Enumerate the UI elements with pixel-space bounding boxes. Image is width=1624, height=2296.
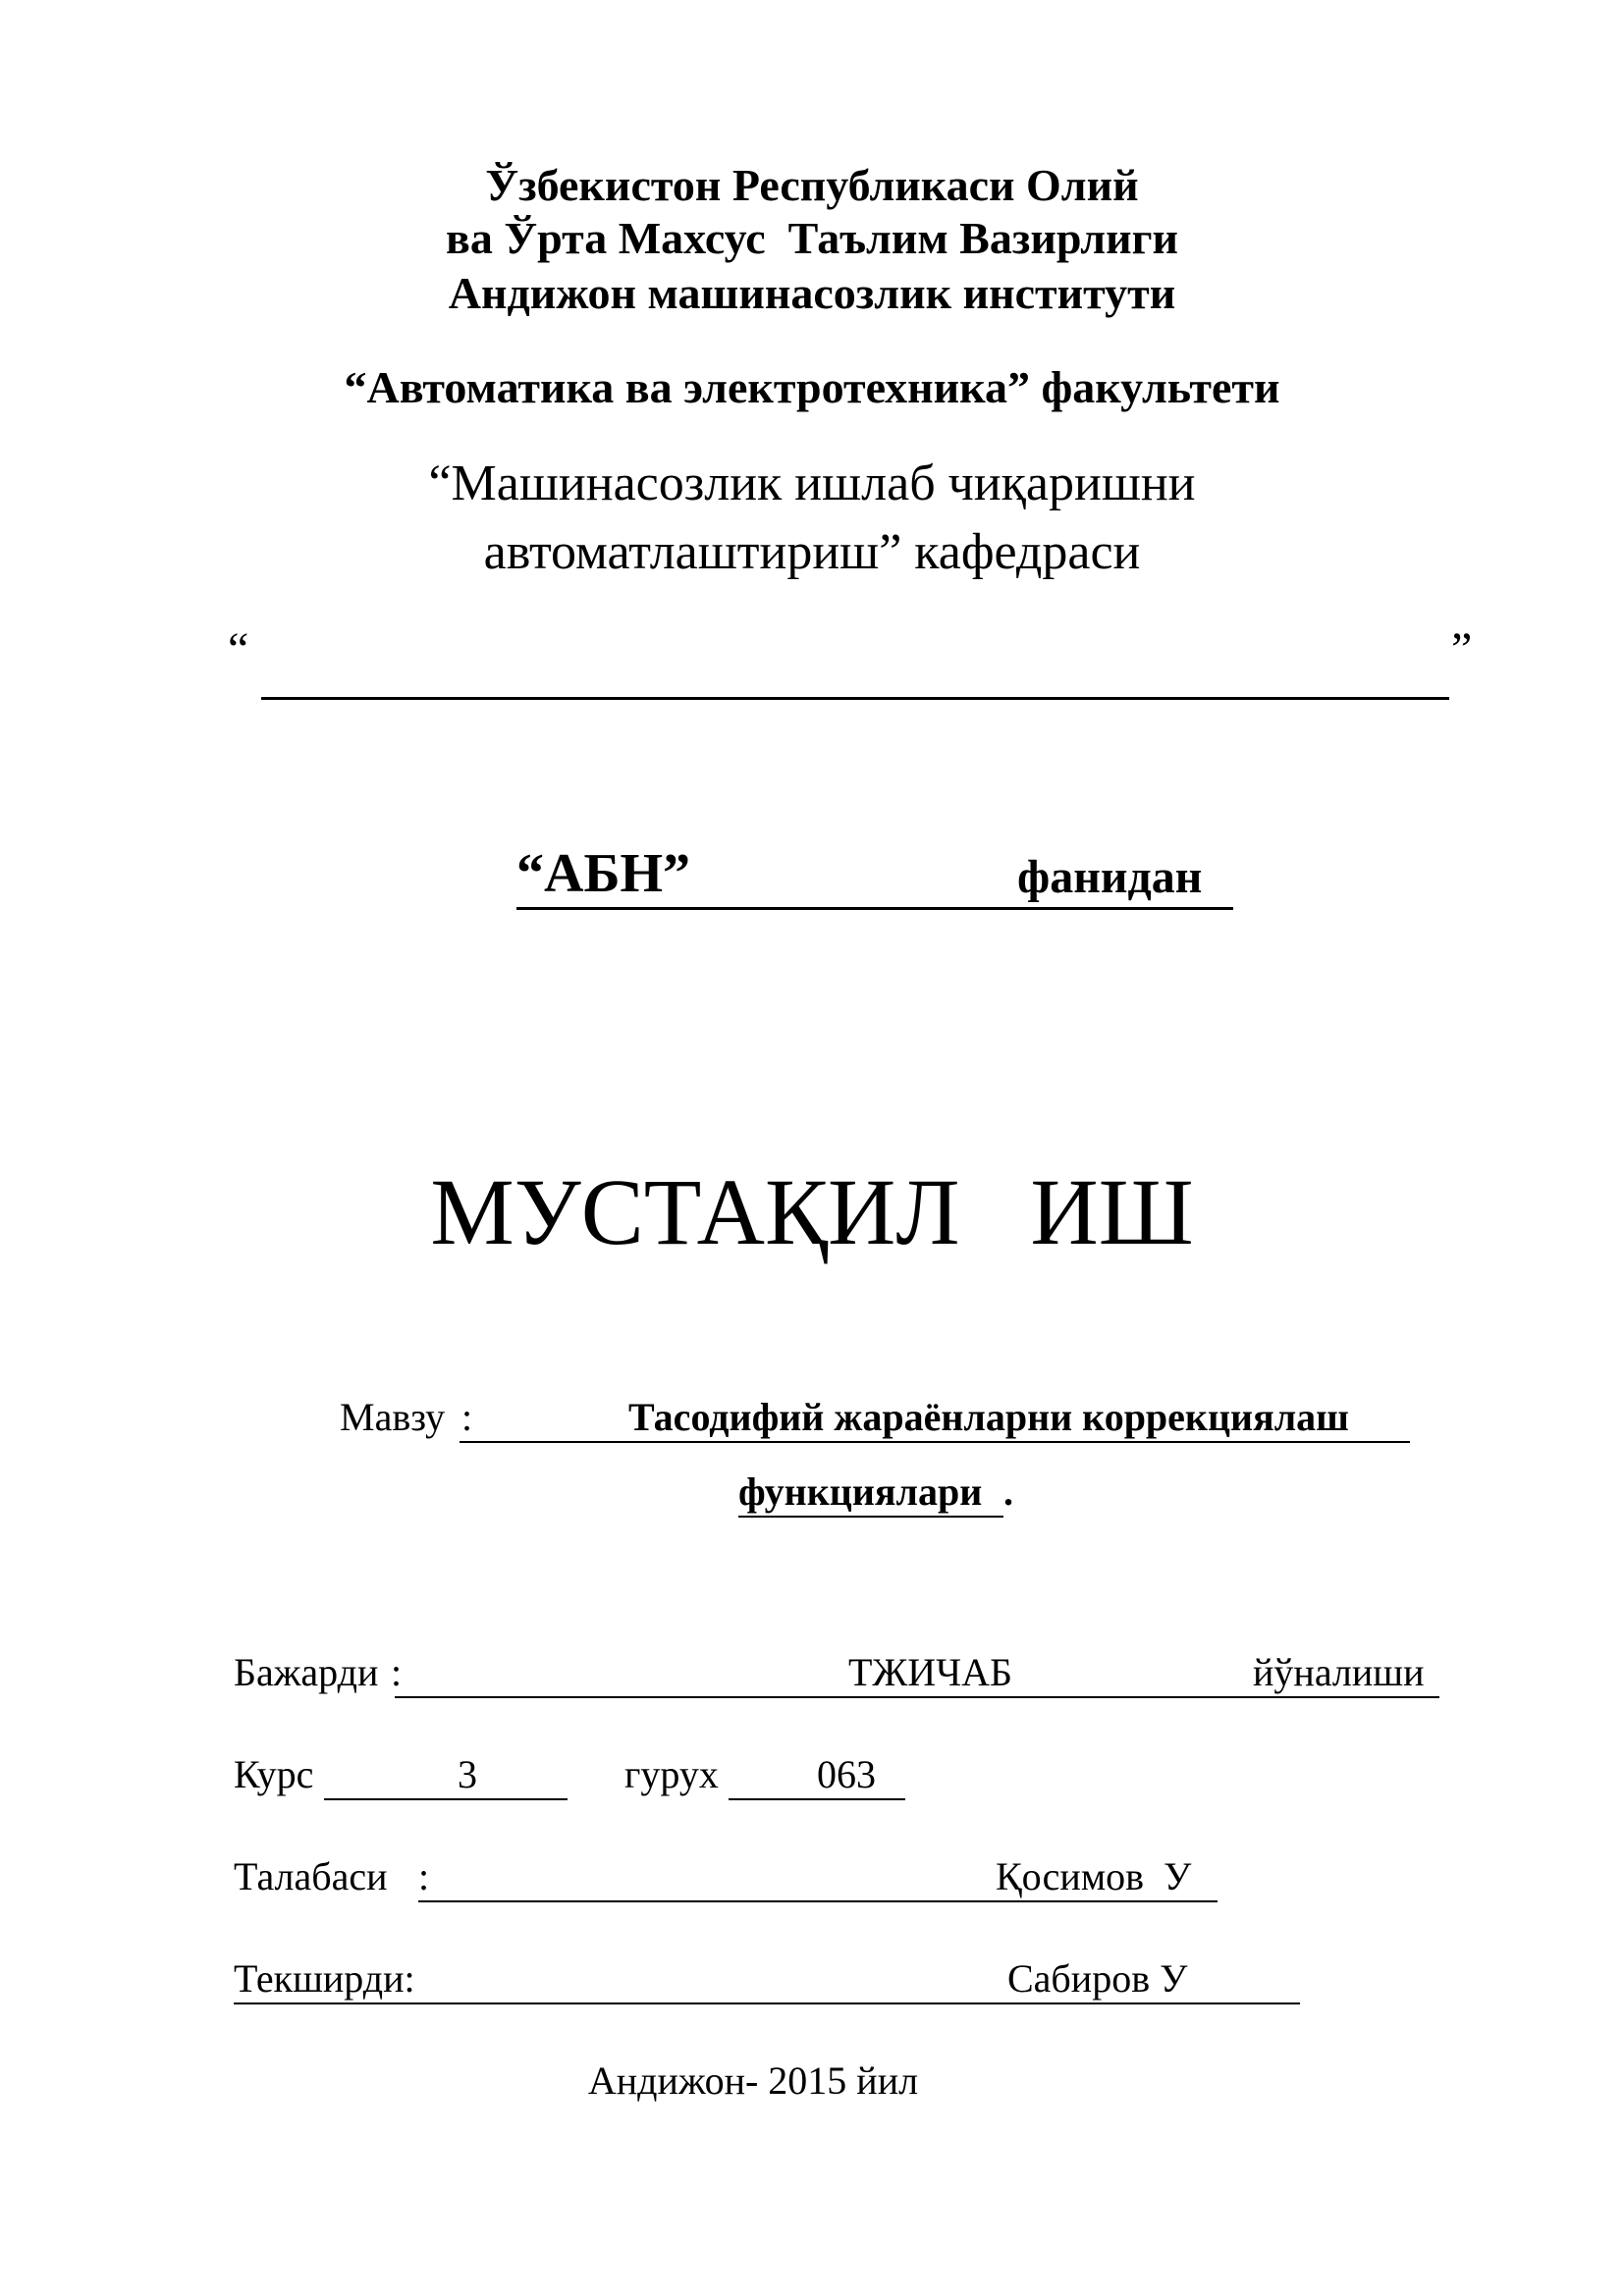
done-colon: : (391, 1650, 403, 1694)
subject-underline (516, 907, 1233, 910)
group-underline (729, 1798, 905, 1800)
checked-label: Текширди: (234, 1956, 415, 2001)
done-label: Бажарди (234, 1650, 379, 1694)
student-name: Қосимов У (996, 1854, 1192, 1898)
topic-text-line-2: функциялари (738, 1469, 983, 1514)
topic-underline-1 (460, 1441, 1410, 1443)
ministry-line-2: ва Ўрта Махсус Таълим Вазирлиги (446, 213, 1178, 263)
topic-period: . (1003, 1469, 1013, 1514)
course-label: Курс (234, 1752, 314, 1796)
ministry-line-1: Ўзбекистон Республикаси Олий (485, 160, 1139, 210)
department-line-1: “Машинасозлик ишлаб чиқаришни (428, 455, 1196, 511)
department-line-2: автоматлаштириш” кафедраси (483, 524, 1141, 580)
student-colon: : (418, 1854, 430, 1898)
subject-suffix: фанидан (1017, 851, 1203, 903)
blank-close-quote: ” (1451, 623, 1473, 675)
done-underline (395, 1696, 1439, 1698)
faculty-name: “Автоматика ва электротехника” факультети (344, 362, 1280, 412)
place-year: Андижон- 2015 йил (587, 2058, 919, 2103)
blank-open-quote: “ (228, 623, 249, 675)
student-label: Талабаси (234, 1854, 398, 1898)
direction-code: ТЖИЧАБ (848, 1650, 1013, 1694)
topic-text-line-1: Тасодифий жараёнларни коррекциялаш (628, 1395, 1349, 1439)
group-value: 063 (817, 1752, 876, 1796)
topic-label: Мавзу (340, 1395, 446, 1439)
subject-name: “АБН” (516, 843, 691, 904)
checker-name: Сабиров У (1007, 1956, 1188, 2001)
institute-name: Андижон машинасозлик институти (448, 268, 1176, 318)
blank-underline (261, 697, 1449, 700)
student-underline (418, 1900, 1218, 1902)
topic-underline-2 (738, 1516, 1003, 1518)
course-value: 3 (458, 1752, 477, 1796)
course-underline (324, 1798, 568, 1800)
checked-underline (234, 2002, 1300, 2004)
work-title: МУСТАҚИЛ ИШ (430, 1159, 1194, 1264)
group-label: гурух (624, 1752, 719, 1796)
topic-colon: : (461, 1395, 473, 1439)
direction-label: йўналиши (1253, 1650, 1425, 1694)
